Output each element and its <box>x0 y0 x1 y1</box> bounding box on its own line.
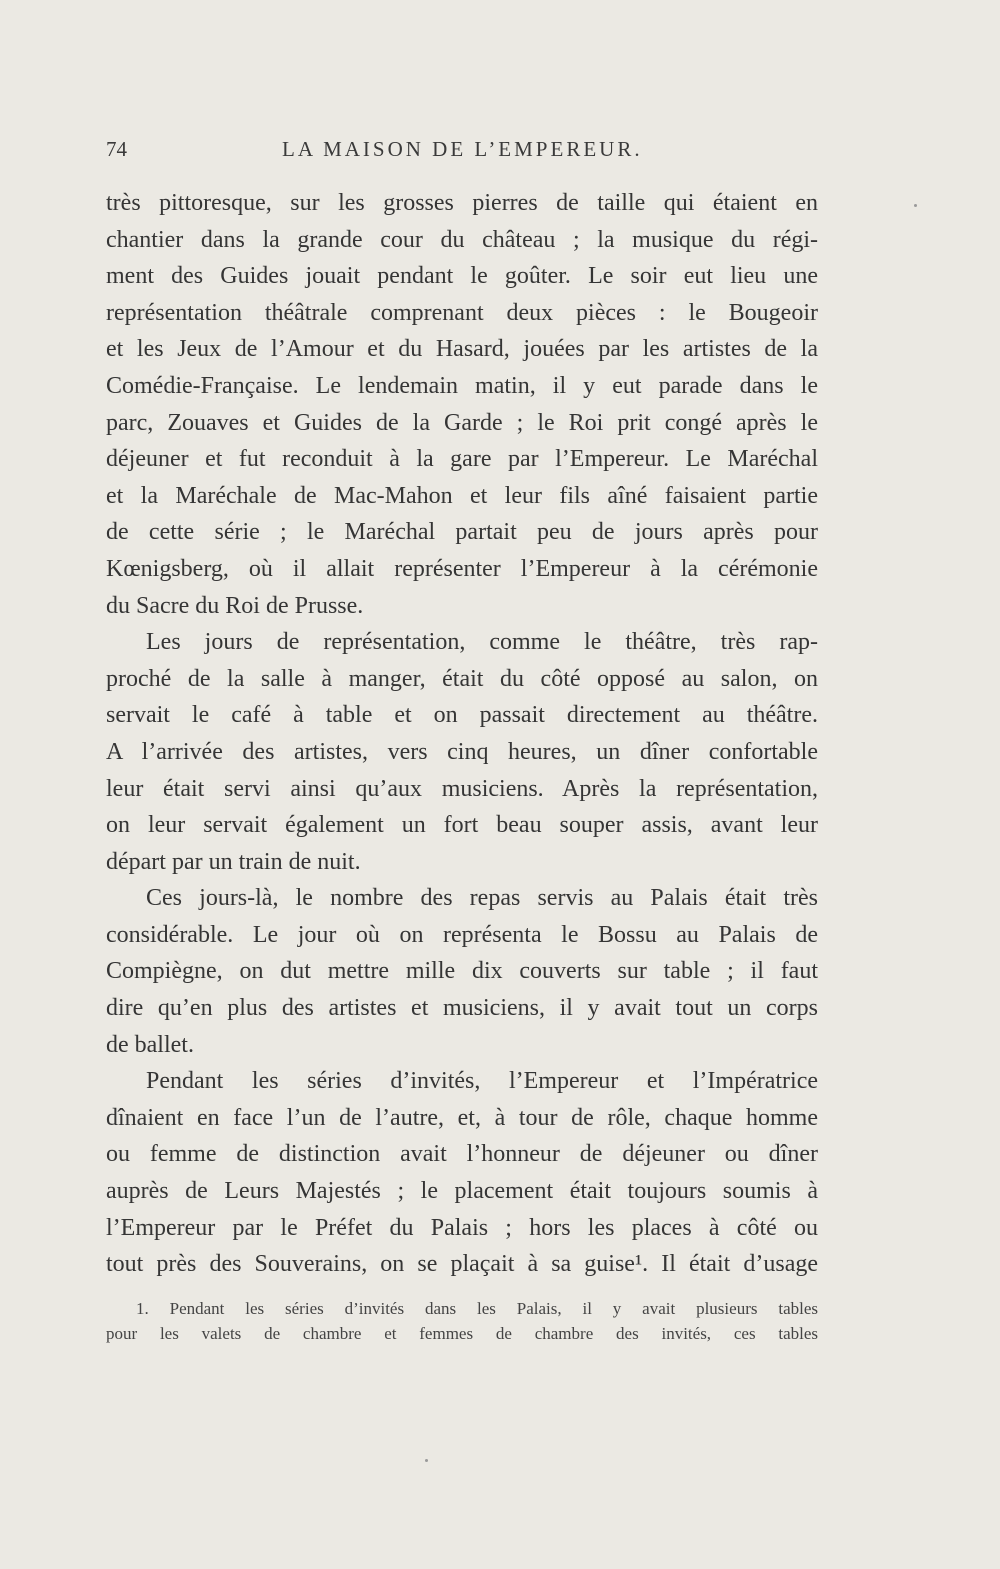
text-line: de cette série ; le Maréchal partait peu de jours après pour <box>106 519 818 546</box>
text-line: et la Maréchale de Mac-Mahon et leur fils aîné faisaient partie <box>106 482 818 509</box>
text-line: dire qu’en plus des artistes et musiciens, il y avait tout un corps <box>106 995 818 1022</box>
text-line: de ballet. <box>106 1031 194 1058</box>
text-line: auprès de Leurs Majestés ; le placement était toujours soumis à <box>106 1178 818 1205</box>
text-line: parc, Zouaves et Guides de la Garde ; le Roi prit congé après le <box>106 409 818 436</box>
text-line: servait le café à table et on passait directement au théâtre. <box>106 702 818 729</box>
text-line: Comédie-Française. Le lendemain matin, il y eut parade dans le <box>106 372 818 399</box>
footnote-line: 1. Pendant les séries d’invités dans les Palais, il y avait plusieurs tables <box>136 1299 818 1318</box>
running-title: LA MAISON DE L’EMPEREUR. <box>282 137 643 161</box>
text-line: on leur servait également un fort beau souper assis, avant leur <box>106 812 818 839</box>
page-number: 74 <box>106 137 127 161</box>
text-line: ou femme de distinction avait l’honneur de déjeuner ou dîner <box>106 1141 818 1168</box>
text-line: déjeuner et fut reconduit à la gare par l’Empereur. Le Maréchal <box>106 446 818 473</box>
text-line: tout près des Souverains, on se plaçait à sa guise¹. Il était d’usage <box>106 1251 818 1278</box>
text-line: l’Empereur par le Préfet du Palais ; hors les places à côté ou <box>106 1214 818 1241</box>
text-line: Pendant les séries d’invités, l’Empereur et l’Impératrice <box>146 1068 818 1095</box>
text-line: A l’arrivée des artistes, vers cinq heures, un dîner confortable <box>106 738 818 765</box>
text-line: Les jours de représentation, comme le théâtre, très rap- <box>146 629 818 656</box>
text-line: considérable. Le jour où on représenta le Bossu au Palais de <box>106 921 818 948</box>
paper-speck <box>425 1459 428 1462</box>
text-line: leur était servi ainsi qu’aux musiciens. Après la représentation, <box>106 775 818 802</box>
footnote-line: pour les valets de chambre et femmes de chambre des invités, ces tables <box>106 1324 818 1343</box>
text-line: dînaient en face l’un de l’autre, et, à tour de rôle, chaque homme <box>106 1104 818 1131</box>
text-line: et les Jeux de l’Amour et du Hasard, jouées par les artistes de la <box>106 336 818 363</box>
text-line: Kœnigsberg, où il allait représenter l’Empereur à la cérémonie <box>106 555 818 582</box>
text-line: départ par un train de nuit. <box>106 848 361 875</box>
paper-speck <box>914 204 917 207</box>
page-header <box>106 137 818 169</box>
text-line: chantier dans la grande cour du château ; la musique du régi- <box>106 226 818 253</box>
footnotes <box>106 1296 818 1346</box>
text-line: représentation théâtrale comprenant deux pièces : le Bougeoir <box>106 299 818 326</box>
text-line: du Sacre du Roi de Prusse. <box>106 592 364 619</box>
text-line: ment des Guides jouait pendant le goûter. Le soir eut lieu une <box>106 263 818 290</box>
text-line: très pittoresque, sur les grosses pierres de taille qui étaient en <box>106 190 818 216</box>
text-line: Ces jours-là, le nombre des repas servis au Palais était très <box>146 885 818 912</box>
body-text <box>106 185 818 1283</box>
text-line: Compiègne, on dut mettre mille dix couverts sur table ; il faut <box>106 958 818 985</box>
text-line: proché de la salle à manger, était du côté opposé au salon, on <box>106 665 818 692</box>
